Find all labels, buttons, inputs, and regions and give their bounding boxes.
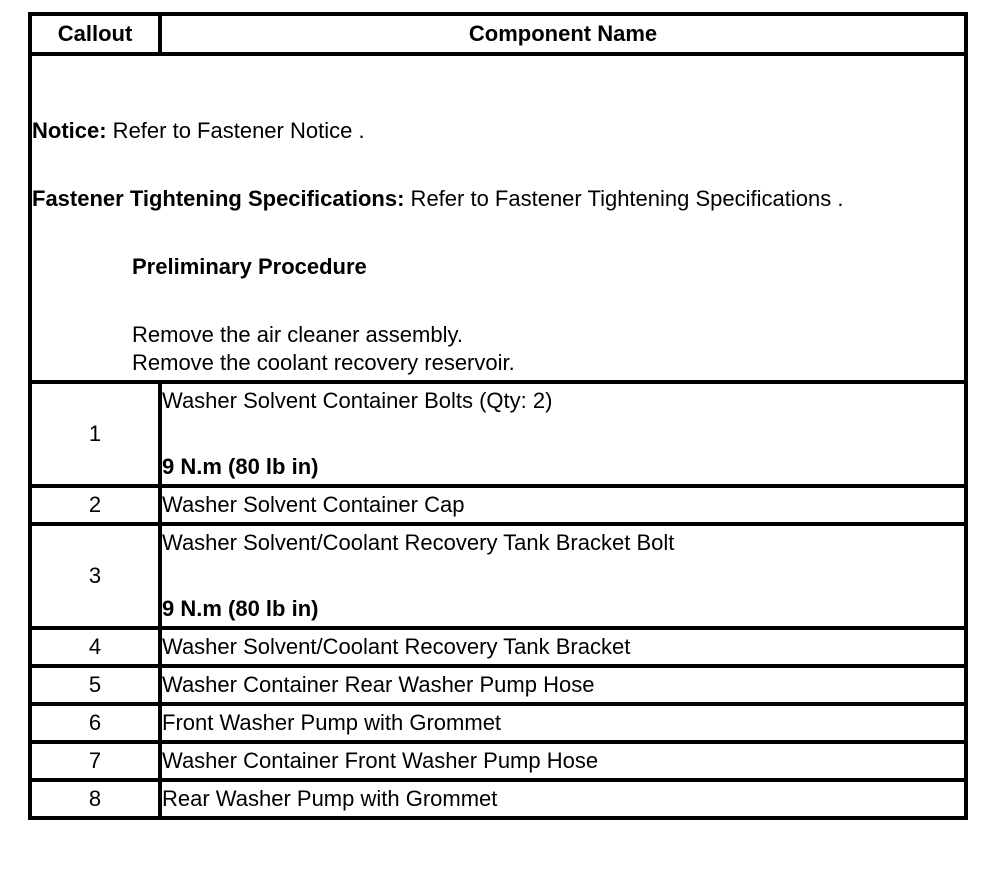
fastener-spec-text: Refer to Fastener Tightening Specifications . <box>404 186 844 211</box>
callout-number: 8 <box>30 780 160 818</box>
table-row <box>30 524 966 628</box>
callout-number: 6 <box>30 704 160 742</box>
component-name: Washer Container Rear Washer Pump Hose <box>160 666 966 704</box>
fastener-spec-line <box>32 185 964 213</box>
callout-number: 4 <box>30 628 160 666</box>
procedure-step: Remove the air cleaner assembly. <box>132 322 463 347</box>
component-name: Washer Solvent Container Bolts (Qty: 2) <box>162 388 553 413</box>
callout-number: 3 <box>30 524 160 628</box>
table-row <box>30 780 966 818</box>
table-row <box>30 742 966 780</box>
table-row <box>30 704 966 742</box>
component-name: Washer Solvent Container Cap <box>160 486 966 524</box>
component-cell <box>160 382 966 486</box>
notes-cell <box>30 54 966 382</box>
table-row <box>30 628 966 666</box>
callout-number: 1 <box>30 382 160 486</box>
component-cell <box>160 524 966 628</box>
component-name: Washer Container Front Washer Pump Hose <box>160 742 966 780</box>
table-row <box>30 486 966 524</box>
notice-label: Notice: <box>32 118 107 143</box>
callout-number: 7 <box>30 742 160 780</box>
notice-text: Refer to Fastener Notice . <box>106 118 365 143</box>
notice-line <box>32 117 964 145</box>
procedure-step: Remove the coolant recovery reservoir. <box>132 350 515 375</box>
table-row <box>30 666 966 704</box>
fastener-spec-label: Fastener Tightening Specifications: <box>32 186 405 211</box>
component-name: Rear Washer Pump with Grommet <box>160 780 966 818</box>
component-name: Front Washer Pump with Grommet <box>160 704 966 742</box>
preliminary-procedure-heading: Preliminary Procedure <box>132 254 367 279</box>
component-name: Washer Solvent/Coolant Recovery Tank Bracket <box>160 628 966 666</box>
callout-number: 5 <box>30 666 160 704</box>
torque-spec: 9 N.m (80 lb in) <box>162 454 319 479</box>
component-name: Washer Solvent/Coolant Recovery Tank Bracket Bolt <box>162 530 675 555</box>
table-header-row <box>30 14 966 54</box>
callout-column-header: Callout <box>30 14 160 54</box>
component-table <box>28 12 968 820</box>
torque-spec: 9 N.m (80 lb in) <box>162 596 319 621</box>
callout-number: 2 <box>30 486 160 524</box>
component-name-column-header: Component Name <box>160 14 966 54</box>
notes-row <box>30 54 966 382</box>
table-row <box>30 382 966 486</box>
